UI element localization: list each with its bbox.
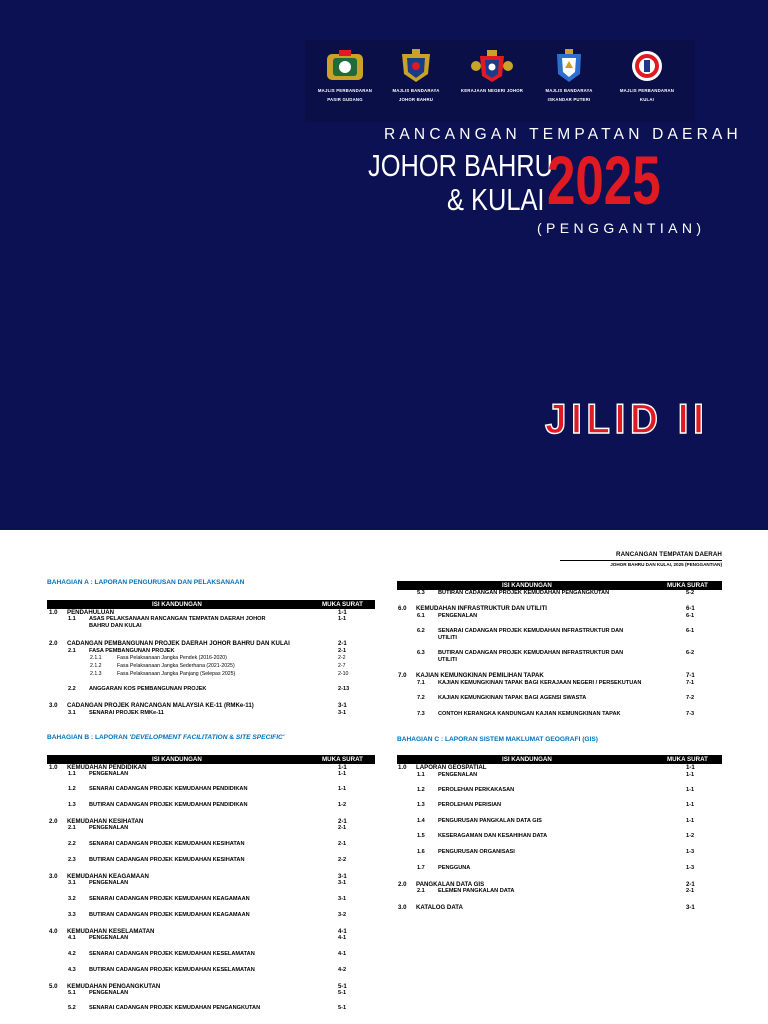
toc-row-page: 3-1 (338, 880, 347, 886)
toc-row-page: 1-1 (686, 802, 695, 808)
crest-label-line1: KERAJAAN NEGERI JOHOR (460, 88, 524, 93)
toc-row-page: 1-3 (686, 865, 695, 871)
toc-row-page: 1-2 (686, 833, 695, 839)
toc-row-page: 4-1 (338, 951, 347, 957)
toc-row-number: 1.0 (49, 609, 58, 616)
toc-row[interactable] (417, 787, 706, 794)
toc-row-title-cont: UTILITI (438, 635, 457, 641)
toc-row-title: SENARAI CADANGAN PROJEK KEMUDAHAN PENDIDIKAN (89, 786, 248, 792)
toc-row-page: 4-2 (338, 967, 347, 973)
section-c-title: BAHAGIAN C : LAPORAN SISTEM MAKLUMAT GEOGRAFI (GIS) (397, 736, 598, 743)
toc-row-page: 2-7 (338, 663, 346, 669)
toc-row-title: ASAS PELAKSANAAN RANCANGAN TEMPATAN DAERAH JOHOR (89, 616, 266, 622)
toc-row-number: 3.1 (68, 710, 76, 716)
toc-header-b (47, 755, 375, 764)
toc-row[interactable] (49, 873, 358, 880)
toc-row-page: 1-1 (338, 764, 347, 771)
toc-row-title: BUTIRAN CADANGAN PROJEK KEMUDAHAN KESELAMATAN (89, 967, 255, 973)
crest-label-line1: MAJLIS BANDARAYA (545, 88, 593, 93)
toc-row-number: 2.0 (398, 881, 407, 888)
toc-row-number: 3.0 (49, 702, 58, 709)
toc-row-title: LAPORAN GEOSPATIAL (416, 764, 487, 771)
toc-row-number: 2.1 (417, 888, 425, 894)
toc-header-right (397, 581, 722, 590)
toc-row[interactable] (49, 764, 358, 771)
toc-header-page: MUKA SURAT (322, 756, 363, 763)
cover-kicker: RANCANGAN TEMPATAN DAERAH (384, 126, 742, 143)
toc-row-page: 6-1 (686, 613, 695, 619)
toc-row-number: 2.1.2 (90, 663, 102, 669)
toc-row[interactable] (90, 655, 358, 662)
toc-row[interactable] (68, 616, 358, 630)
toc-row-title: KEMUDAHAN INFRASTRUKTUR DAN UTILITI (416, 605, 548, 612)
toc-row-page: 6-1 (686, 628, 695, 634)
toc-row-page: 1-1 (338, 616, 347, 622)
toc-row-page: 2-1 (338, 640, 347, 647)
toc-row-number: 2.3 (68, 857, 76, 863)
toc-row[interactable] (68, 967, 358, 974)
toc-row-number: 4.1 (68, 935, 76, 941)
toc-row-page: 2-1 (338, 818, 347, 825)
toc-row-title: PENGENALAN (89, 825, 129, 831)
toc-row[interactable] (68, 841, 358, 848)
toc-row[interactable] (417, 802, 706, 809)
section-b-title-italic2: SITE SPECIFIC' (235, 734, 285, 741)
toc-row-number: 1.4 (417, 818, 425, 824)
toc-header-a (47, 600, 375, 609)
toc-row[interactable] (49, 702, 358, 709)
toc-row-page: 1-2 (338, 802, 347, 808)
toc-row-number: 1.6 (417, 849, 425, 855)
page-header-subtitle: JOHOR BAHRU DAN KULAI, 2025 (PENGGANTIAN) (610, 562, 722, 567)
toc-row-number: 5.0 (49, 983, 58, 990)
toc-row-page: 6-2 (686, 650, 695, 656)
toc-row-number: 5.2 (68, 1005, 76, 1011)
toc-row-number: 3.0 (49, 873, 58, 880)
toc-row-title: KEMUDAHAN PENDIDIKAN (67, 764, 147, 771)
toc-row-number: 2.1 (68, 825, 76, 831)
toc-row-page: 3-2 (338, 912, 347, 918)
toc-row[interactable] (68, 857, 358, 864)
toc-row-number: 1.7 (417, 865, 425, 871)
cover-subtitle: (PENGGANTIAN) (537, 220, 706, 236)
toc-row[interactable] (68, 825, 358, 832)
toc-row[interactable] (68, 802, 358, 809)
toc-row-number: 2.0 (49, 818, 58, 825)
toc-row-title: SENARAI CADANGAN PROJEK KEMUDAHAN PENGANGKUTAN (89, 1005, 261, 1011)
section-b-title-mid: & (227, 734, 236, 741)
toc-row-page: 7-3 (686, 711, 695, 717)
toc-row-title: KEMUDAHAN KESIHATAN (67, 818, 144, 825)
toc-row[interactable] (68, 896, 358, 903)
toc-row[interactable] (398, 764, 706, 771)
majlis-bandaraya-johor-bahru-crest-icon (394, 48, 438, 84)
toc-row-page: 4-1 (338, 935, 347, 941)
toc-row-page: 1-3 (686, 849, 695, 855)
section-b-title (47, 734, 284, 741)
toc-row-title: PENGURUSAN PANGKALAN DATA GIS (438, 818, 542, 824)
toc-row[interactable] (68, 686, 358, 693)
toc-row-title: SENARAI CADANGAN PROJEK KEMUDAHAN KESIHATAN (89, 841, 245, 847)
toc-row[interactable] (68, 912, 358, 919)
crest-label-line2: PASIR GUDANG (327, 97, 363, 102)
crest-label-line2: ISKANDAR PUTERI (547, 97, 591, 102)
toc-row-title: CADANGAN PEMBANGUNAN PROJEK DAERAH JOHOR BAHRU DAN KULAI (67, 640, 290, 647)
toc-row-title: ELEMEN PANGKALAN DATA (438, 888, 515, 894)
toc-row-number: 2.1 (68, 648, 76, 654)
toc-row-number: 6.2 (417, 628, 425, 634)
toc-row-title: PANGKALAN DATA GIS (416, 881, 485, 888)
kerajaan-negeri-johor-crest-icon (470, 48, 514, 84)
toc-row-page: 2-2 (338, 857, 347, 863)
toc-header-content: ISI KANDUNGAN (152, 756, 202, 763)
toc-row-page: 3-1 (338, 873, 347, 880)
majlis-perbandaran-pasir-gudang-crest-icon (323, 48, 367, 84)
toc-row-number: 7.2 (417, 695, 425, 701)
toc-row-number: 1.0 (49, 764, 58, 771)
toc-row-number: 1.0 (398, 764, 407, 771)
toc-row-number: 2.1.3 (90, 671, 102, 677)
toc-row-page: 2-1 (686, 888, 695, 894)
toc-row[interactable] (398, 605, 706, 612)
toc-row-page: 2-10 (338, 671, 349, 677)
toc-row-title: PENGENALAN (438, 772, 478, 778)
toc-row-title: PENGGUNA (438, 865, 471, 871)
toc-row-title: BUTIRAN CADANGAN PROJEK KEMUDAHAN PENDIDIKAN (89, 802, 248, 808)
toc-row-page: 7-2 (686, 695, 695, 701)
toc-row-title: Fasa Pelaksanaan Jangka Sederhana (2021-2025) (117, 663, 235, 669)
toc-row-title: KAJIAN KEMUNGKINAN PEMILIHAN TAPAK (416, 672, 544, 679)
toc-row-title: PENGURUSAN ORGANISASI (438, 849, 515, 855)
toc-row[interactable] (49, 983, 358, 990)
toc-row-page: 1-1 (338, 609, 347, 616)
toc-row[interactable] (68, 771, 358, 778)
toc-row[interactable] (90, 663, 358, 670)
toc-row-number: 5.3 (417, 590, 425, 596)
toc-row-page: 3-1 (338, 896, 347, 902)
cover-title-line2: & KULAI (447, 182, 545, 217)
toc-row-page: 1-1 (686, 818, 695, 824)
toc-row[interactable] (417, 772, 706, 779)
toc-row-number: 6.3 (417, 650, 425, 656)
toc-row[interactable] (68, 1005, 358, 1012)
toc-row-title: KAJIAN KEMUNGKINAN TAPAK BAGI KERAJAAN NEGERI / PERSEKUTUAN (438, 680, 642, 686)
page-header-title: RANCANGAN TEMPATAN DAERAH (616, 551, 722, 558)
toc-row[interactable] (398, 881, 706, 888)
toc-row[interactable] (417, 680, 706, 687)
toc-header-page: MUKA SURAT (322, 601, 363, 608)
toc-header-content: ISI KANDUNGAN (152, 601, 202, 608)
toc-row-number: 1.2 (68, 786, 76, 792)
toc-row[interactable] (417, 590, 706, 597)
toc-row-number: 1.1 (68, 616, 76, 622)
toc-row-number: 5.1 (68, 990, 76, 996)
toc-row[interactable] (417, 628, 706, 642)
toc-row-page: 2-1 (338, 825, 347, 831)
toc-header-c (397, 755, 722, 764)
toc-row[interactable] (68, 648, 358, 655)
toc-row-page: 2-1 (338, 648, 347, 654)
toc-row-number: 4.0 (49, 928, 58, 935)
toc-row-title: KESERAGAMAN DAN KESAHIHAN DATA (438, 833, 548, 839)
toc-row[interactable] (68, 990, 358, 997)
toc-row-number: 7.0 (398, 672, 407, 679)
toc-row-page: 3-1 (338, 710, 347, 716)
toc-row-number: 6.1 (417, 613, 425, 619)
toc-row-title: PEROLEHAN PERKAKASAN (438, 787, 515, 793)
toc-row[interactable] (417, 695, 706, 702)
crest-iskandar-puteri (533, 48, 605, 102)
toc-row-page: 1-1 (686, 764, 695, 771)
toc-row-title: KEMUDAHAN KESELAMATAN (67, 928, 155, 935)
toc-row[interactable] (49, 640, 358, 647)
toc-row-number: 6.0 (398, 605, 407, 612)
cover-year: 2025 (547, 142, 661, 219)
toc-row[interactable] (417, 650, 706, 664)
toc-row-number: 3.2 (68, 896, 76, 902)
toc-row-title: PEROLEHAN PERISIAN (438, 802, 502, 808)
toc-row-number: 2.2 (68, 841, 76, 847)
crest-label-line2: JOHOR BAHRU (398, 97, 434, 102)
toc-row-page: 5-1 (338, 983, 347, 990)
toc-row-title: CONTOH KERANGKA KANDUNGAN KAJIAN KEMUNGKINAN TAPAK (438, 711, 621, 717)
majlis-bandaraya-iskandar-puteri-crest-icon (547, 48, 591, 84)
toc-header-content: ISI KANDUNGAN (502, 582, 552, 589)
toc-row-page: 5-1 (338, 1005, 347, 1011)
toc-row-title: SENARAI CADANGAN PROJEK KEMUDAHAN KEAGAMAAN (89, 896, 250, 902)
toc-row-title: SENARAI PROJEK RMKe-11 (89, 710, 164, 716)
toc-row-page: 1-1 (338, 771, 347, 777)
toc-row-title: KEMUDAHAN KEAGAMAAN (67, 873, 149, 880)
toc-row-number: 2.1.1 (90, 655, 102, 661)
toc-row-number: 1.5 (417, 833, 425, 839)
toc-row-title: PENGENALAN (89, 771, 129, 777)
toc-row[interactable] (68, 710, 358, 717)
toc-row-title: ANGGARAN KOS PEMBANGUNAN PROJEK (89, 686, 207, 692)
toc-row-number: 1.1 (417, 772, 425, 778)
toc-row[interactable] (417, 865, 706, 872)
toc-row[interactable] (68, 935, 358, 942)
majlis-perbandaran-kulai-crest-icon (625, 48, 669, 84)
crest-pasir-gudang (309, 48, 381, 102)
toc-row-page: 5-2 (686, 590, 695, 596)
crest-label-line1: MAJLIS PERBANDARAN (317, 88, 373, 93)
toc-row[interactable] (49, 609, 358, 616)
toc-row-number: 3.0 (398, 904, 407, 911)
toc-row[interactable] (398, 672, 706, 679)
cover-title-line1: JOHOR BAHRU (368, 148, 554, 183)
toc-row-title: FASA PEMBANGUNAN PROJEK (89, 648, 175, 654)
toc-row-title-cont: BAHRU DAN KULAI (89, 623, 142, 629)
toc-row-page: 1-1 (338, 786, 347, 792)
cover-volume-label: JILID II (545, 395, 709, 442)
toc-row-title: Fasa Pelaksanaan Jangka Pendek (2016-2020) (117, 655, 227, 661)
toc-row-title: PENGENALAN (89, 990, 129, 996)
toc-row-page: 6-1 (686, 605, 695, 612)
toc-row-number: 3.1 (68, 880, 76, 886)
toc-row-title: KATALOG DATA (416, 904, 463, 911)
crest-kulai (611, 48, 683, 102)
crest-johor-bahru (380, 48, 452, 102)
toc-row[interactable] (417, 613, 706, 620)
toc-row-title: PENGENALAN (438, 613, 478, 619)
toc-row[interactable] (398, 904, 706, 911)
toc-row-number: 7.3 (417, 711, 425, 717)
toc-row-page: 2-1 (686, 881, 695, 888)
toc-row-number: 7.1 (417, 680, 425, 686)
toc-row[interactable] (417, 711, 706, 718)
toc-row[interactable] (90, 671, 358, 678)
toc-row-page: 4-1 (338, 928, 347, 935)
section-b-title-prefix: BAHAGIAN B : LAPORAN (47, 734, 130, 741)
toc-row-page: 3-1 (686, 904, 695, 911)
toc-row[interactable] (68, 786, 358, 793)
toc-row-page: 1-1 (686, 787, 695, 793)
toc-header-page: MUKA SURAT (667, 756, 708, 763)
toc-row-title: PENGENALAN (89, 880, 129, 886)
toc-row-title: PENDAHULUAN (67, 609, 115, 616)
crest-label-line1: MAJLIS BANDARAYA (392, 88, 440, 93)
toc-row-number: 1.1 (68, 771, 76, 777)
toc-row-number: 2.2 (68, 686, 76, 692)
toc-row[interactable] (49, 928, 358, 935)
toc-row-page: 3-1 (338, 702, 347, 709)
toc-row-title: BUTIRAN CADANGAN PROJEK KEMUDAHAN INFRASTRUKTUR DAN (438, 650, 624, 656)
toc-row-title: BUTIRAN CADANGAN PROJEK KEMUDAHAN PENGANGKUTAN (438, 590, 610, 596)
toc-row-title-cont: UTILITI (438, 657, 457, 663)
section-b-title-italic1: 'DEVELOPMENT FACILITATION (129, 734, 228, 741)
toc-row-number: 1.2 (417, 787, 425, 793)
toc-row-title: CADANGAN PROJEK RANCANGAN MALAYSIA KE-11 (RMKe-11) (67, 702, 254, 709)
toc-row-page: 2-1 (338, 841, 347, 847)
toc-header-page: MUKA SURAT (667, 582, 708, 589)
toc-row-page: 7-1 (686, 680, 695, 686)
toc-row-title: Fasa Pelaksanaan Jangka Panjang (Selepas 2025) (117, 671, 236, 677)
toc-row-title: BUTIRAN CADANGAN PROJEK KEMUDAHAN KESIHATAN (89, 857, 245, 863)
toc-row-number: 2.0 (49, 640, 58, 647)
toc-row-number: 1.3 (68, 802, 76, 808)
toc-row-title: BUTIRAN CADANGAN PROJEK KEMUDAHAN KEAGAMAAN (89, 912, 250, 918)
toc-row-number: 4.3 (68, 967, 76, 973)
toc-row[interactable] (49, 818, 358, 825)
toc-header-content: ISI KANDUNGAN (502, 756, 552, 763)
toc-row-title: KEMUDAHAN PENGANGKUTAN (67, 983, 161, 990)
toc-row-page: 1-1 (686, 772, 695, 778)
toc-row-title: SENARAI CADANGAN PROJEK KEMUDAHAN KESELAMATAN (89, 951, 255, 957)
toc-row[interactable] (417, 833, 706, 840)
toc-row-number: 3.3 (68, 912, 76, 918)
toc-row[interactable] (417, 888, 706, 895)
toc-row-title: PENGENALAN (89, 935, 129, 941)
toc-row[interactable] (417, 818, 706, 825)
section-a-title: BAHAGIAN A : LAPORAN PENGURUSAN DAN PELAKSANAAN (47, 579, 245, 586)
toc-row-title: KAJIAN KEMUNGKINAN TAPAK BAGI AGENSI SWASTA (438, 695, 587, 701)
toc-row[interactable] (68, 951, 358, 958)
toc-row-page: 7-1 (686, 672, 695, 679)
toc-row-number: 4.2 (68, 951, 76, 957)
toc-row-page: 2-13 (338, 686, 350, 692)
toc-row-title: SENARAI CADANGAN PROJEK KEMUDAHAN INFRASTRUKTUR DAN (438, 628, 624, 634)
toc-row-page: 2-2 (338, 655, 346, 661)
page-header-rule (560, 560, 722, 561)
toc-row[interactable] (68, 880, 358, 887)
crest-label-line1: MAJLIS PERBANDARAN (619, 88, 675, 93)
toc-row[interactable] (417, 849, 706, 856)
crest-label-line2: KULAI (639, 97, 655, 102)
crest-kerajaan-negeri-johor (456, 48, 528, 97)
toc-row-number: 1.3 (417, 802, 425, 808)
toc-row-page: 5-1 (338, 990, 347, 996)
